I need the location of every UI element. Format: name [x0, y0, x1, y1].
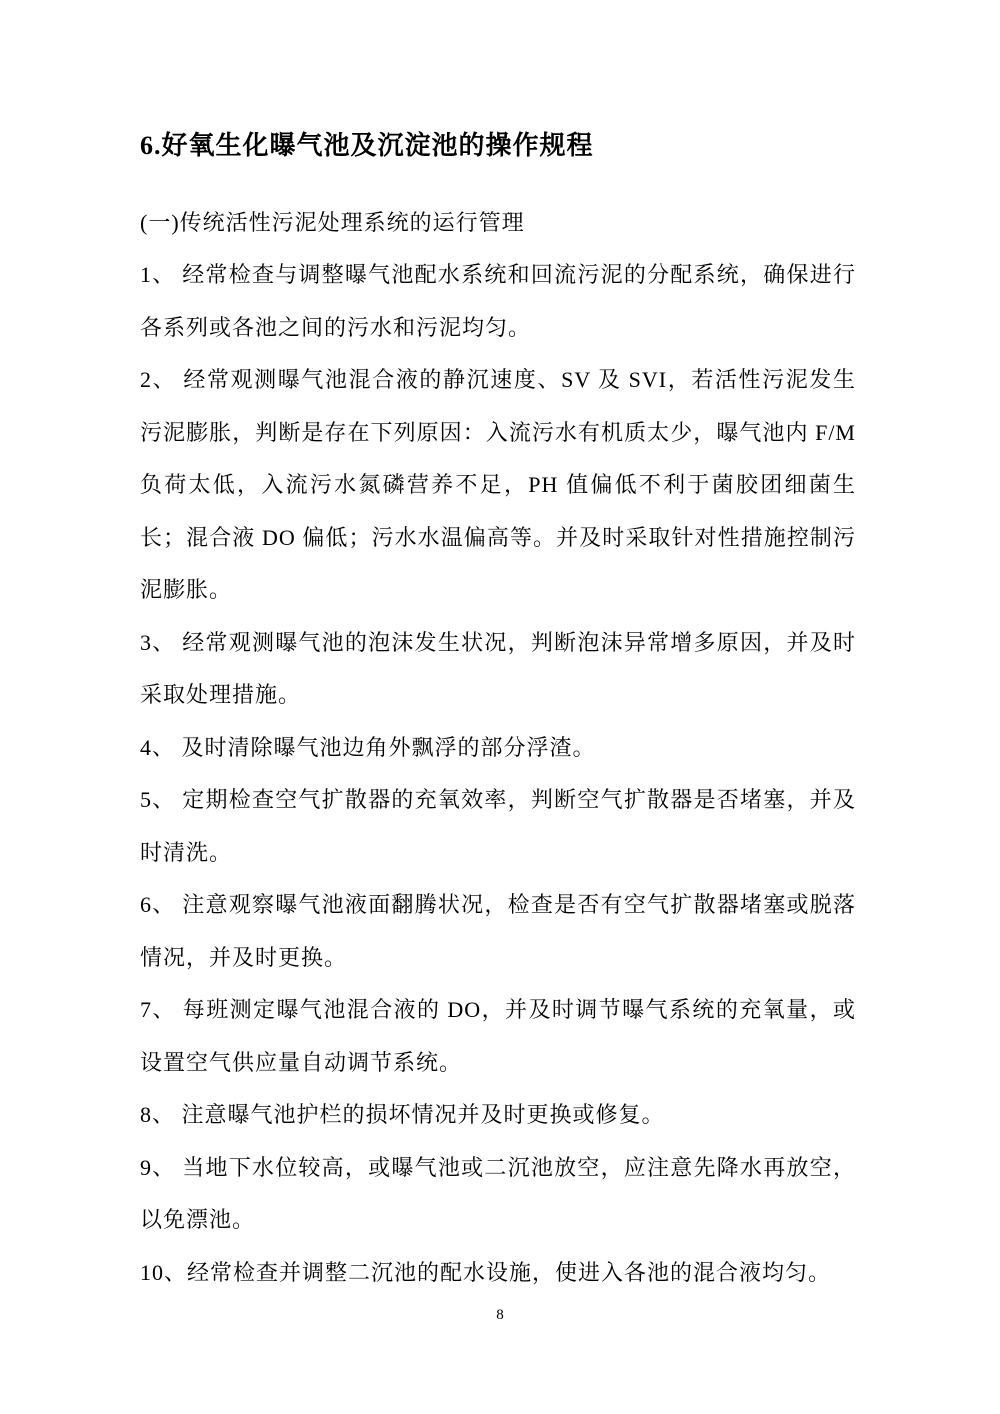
- paragraph: 9、 当地下水位较高，或曝气池或二沉池放空，应注意先降水再放空，以免漂池。: [140, 1154, 856, 1232]
- paragraph: 6、 注意观察曝气池液面翻腾状况，检查是否有空气扩散器堵塞或脱落情况，并及时更换。: [140, 892, 856, 970]
- paragraph: 2、 经常观测曝气池混合液的静沉速度、SV 及 SVI，若活性污泥发生污泥膨胀，判断是存在下列原因：入流污水有机质太少，曝气池内 F/M 负荷太低，入流污水氮磷营养不足，PH 值偏低不利于菌胶团细菌生长；混合液 DO 偏低；污水水温偏高等。并及时采取针对性措施控制污泥膨胀。: [140, 367, 856, 602]
- sub-heading: (一)传统活性污泥处理系统的运行管理: [140, 209, 525, 235]
- page-number: 8: [496, 1307, 504, 1323]
- paragraph: 4、 及时清除曝气池边角外飘浮的部分浮渣。: [140, 734, 596, 760]
- paragraph: 1、 经常检查与调整曝气池配水系统和回流污泥的分配系统，确保进行各系列或各池之间的污水和污泥均匀。: [140, 262, 856, 340]
- paragraph: 5、 定期检查空气扩散器的充氧效率，判断空气扩散器是否堵塞，并及时清洗。: [140, 787, 856, 865]
- paragraph: 7、 每班测定曝气池混合液的 DO，并及时调节曝气系统的充氧量，或设置空气供应量自动调节系统。: [140, 997, 856, 1075]
- section-heading: 6.好氧生化曝气池及沉淀池的操作规程: [140, 131, 594, 160]
- paragraph: 3、 经常观测曝气池的泡沫发生状况，判断泡沫异常增多原因，并及时采取处理措施。: [140, 629, 856, 707]
- paragraph: 8、 注意曝气池护栏的损坏情况并及时更换或修复。: [140, 1102, 665, 1127]
- paragraph-list: [140, 249, 856, 1299]
- paragraph: 10、经常检查并调整二沉池的配水设施，使进入各池的混合液均匀。: [140, 1259, 832, 1285]
